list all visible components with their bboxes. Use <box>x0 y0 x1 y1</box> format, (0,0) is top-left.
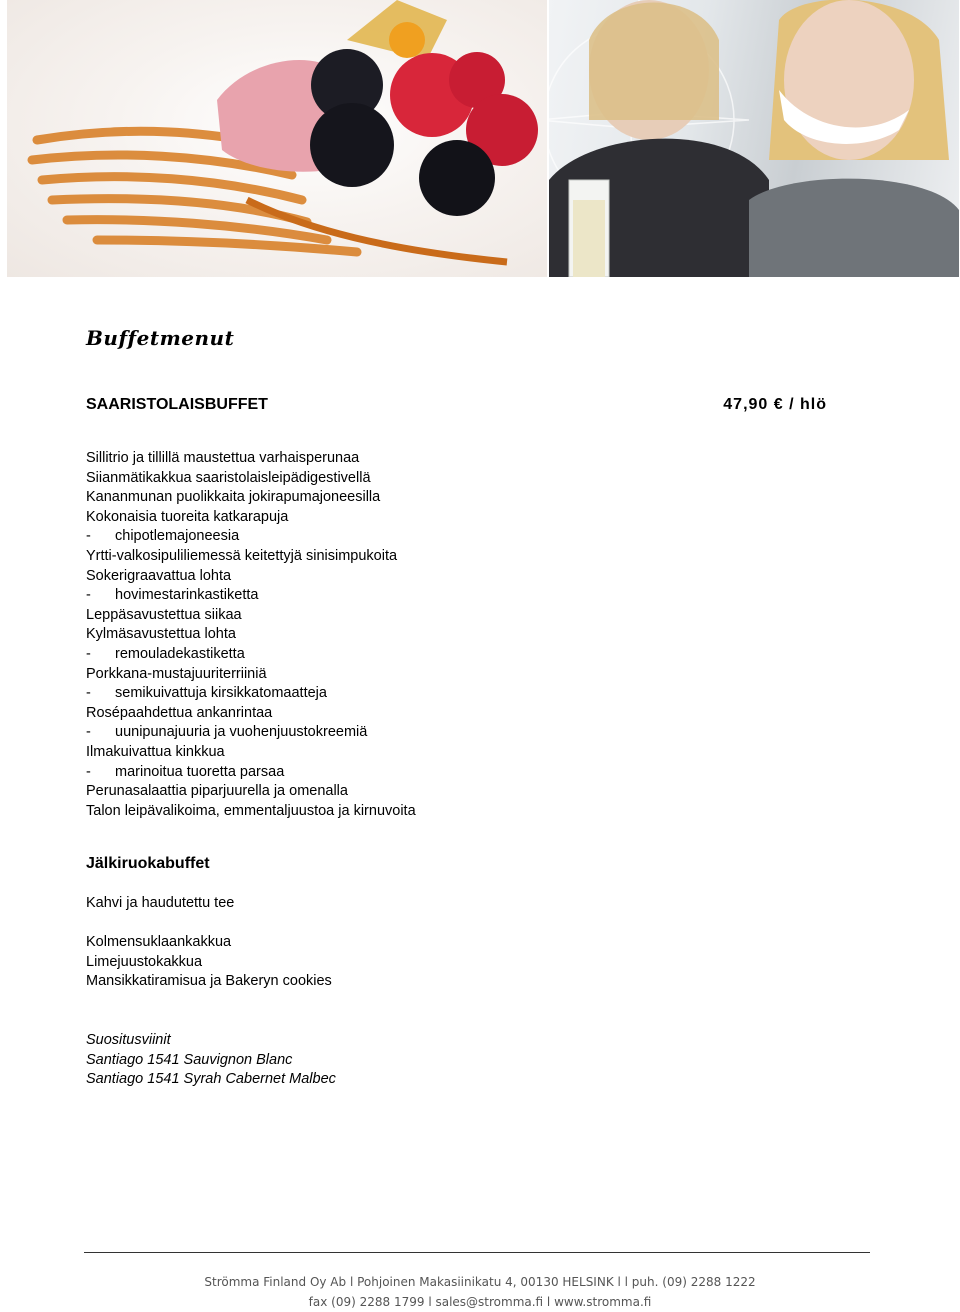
menu-item <box>86 488 416 508</box>
wine-heading: Suositusviinit <box>86 1032 171 1048</box>
dessert-item: Kolmensuklaankakkua <box>86 934 232 950</box>
menu-item <box>86 625 416 645</box>
menu-item-text: Ilmakuivattua kinkkua <box>86 743 225 760</box>
menu-item <box>86 469 416 489</box>
menu-sub-item <box>86 684 416 704</box>
menu-item <box>86 665 416 685</box>
menu-item <box>86 449 416 469</box>
menu-sub-item <box>86 586 416 606</box>
menu-item-text: Rosépaahdettua ankanrintaa <box>86 704 273 721</box>
menu-item <box>86 704 416 724</box>
menu-item-text: Yrtti-valkosipuliliemessä keitettyjä sinisimpukoita <box>86 547 398 564</box>
dash-marker: - <box>86 763 91 780</box>
dessert-item: Mansikkatiramisua ja Bakeryn cookies <box>86 973 332 990</box>
menu-item-text: semikuivattuja kirsikkatomaatteja <box>115 685 327 702</box>
wine-recommendations <box>86 1031 336 1090</box>
dash-marker: - <box>86 528 91 545</box>
menu-sub-item <box>86 645 416 665</box>
dessert-with-berries-photo <box>7 0 547 277</box>
menu-item <box>86 567 416 587</box>
menu-item-text: Kokonaisia tuoreita katkarapuja <box>86 508 289 525</box>
dash-marker: - <box>86 645 91 662</box>
footer-address-line: Strömma Finland Oy Ab l Pohjoinen Makasiinikatu 4, 00130 HELSINK l l puh. (09) 2288 1222 <box>204 1275 756 1289</box>
footer-contact-line: fax (09) 2288 1799 l sales@stromma.fi l www.stromma.fi <box>308 1295 652 1309</box>
dessert-title: Jälkiruokabuffet <box>86 855 210 872</box>
footer <box>0 1272 960 1312</box>
people-with-champagne-photo <box>549 0 959 277</box>
dessert-drink: Kahvi ja haudutettu tee <box>86 895 235 911</box>
menu-item-text: hovimestarinkastiketta <box>115 587 259 604</box>
menu-sub-item <box>86 723 416 743</box>
menu-item-text: Kananmunan puolikkaita jokirapumajoneesilla <box>86 489 381 506</box>
menu-item <box>86 606 416 626</box>
buffet-menu-list <box>86 449 416 821</box>
menu-item <box>86 547 416 567</box>
menu-sub-item <box>86 763 416 783</box>
dash-marker: - <box>86 587 91 604</box>
dash-marker: - <box>86 724 91 741</box>
menu-sub-item <box>86 527 416 547</box>
menu-item-text: Sillitrio ja tillillä maustettua varhaisperunaa <box>86 450 360 466</box>
menu-item-text: chipotlemajoneesia <box>115 528 240 545</box>
menu-item-text: Perunasalaattia piparjuurella ja omenalla <box>86 783 348 800</box>
menu-item <box>86 743 416 763</box>
menu-item-text: Leppäsavustettua siikaa <box>86 606 242 623</box>
wine-item: Santiago 1541 Syrah Cabernet Malbec <box>86 1071 336 1088</box>
dash-marker: - <box>86 685 91 702</box>
menu-item <box>86 508 416 528</box>
menu-item-text: Talon leipävalikoima, emmentaljuustoa ja kirnuvoita <box>86 802 416 819</box>
buffet-title: SAARISTOLAISBUFFET <box>86 396 268 413</box>
menu-item-text: Siianmätikakkua saaristolaisleipädigestivellä <box>86 469 371 486</box>
footer-divider <box>84 1252 870 1253</box>
menu-item <box>86 782 416 802</box>
buffet-price: 47,90 € / hlö <box>723 396 827 413</box>
menu-item-text: Kylmäsavustettua lohta <box>86 626 236 643</box>
menu-item-text: uunipunajuuria ja vuohenjuustokreemiä <box>115 724 368 741</box>
menu-item-text: marinoitua tuoretta parsaa <box>115 763 285 780</box>
menu-item-text: remouladekastiketta <box>115 645 245 662</box>
page-heading: Buffetmenut <box>86 326 235 350</box>
menu-item-text: Porkkana-mustajuuriterriiniä <box>86 665 267 682</box>
dessert-item: Limejuustokakkua <box>86 953 203 970</box>
dessert-list <box>86 933 332 992</box>
menu-item-text: Sokerigraavattua lohta <box>86 567 232 584</box>
wine-item: Santiago 1541 Sauvignon Blanc <box>86 1051 293 1068</box>
menu-item <box>86 802 416 822</box>
